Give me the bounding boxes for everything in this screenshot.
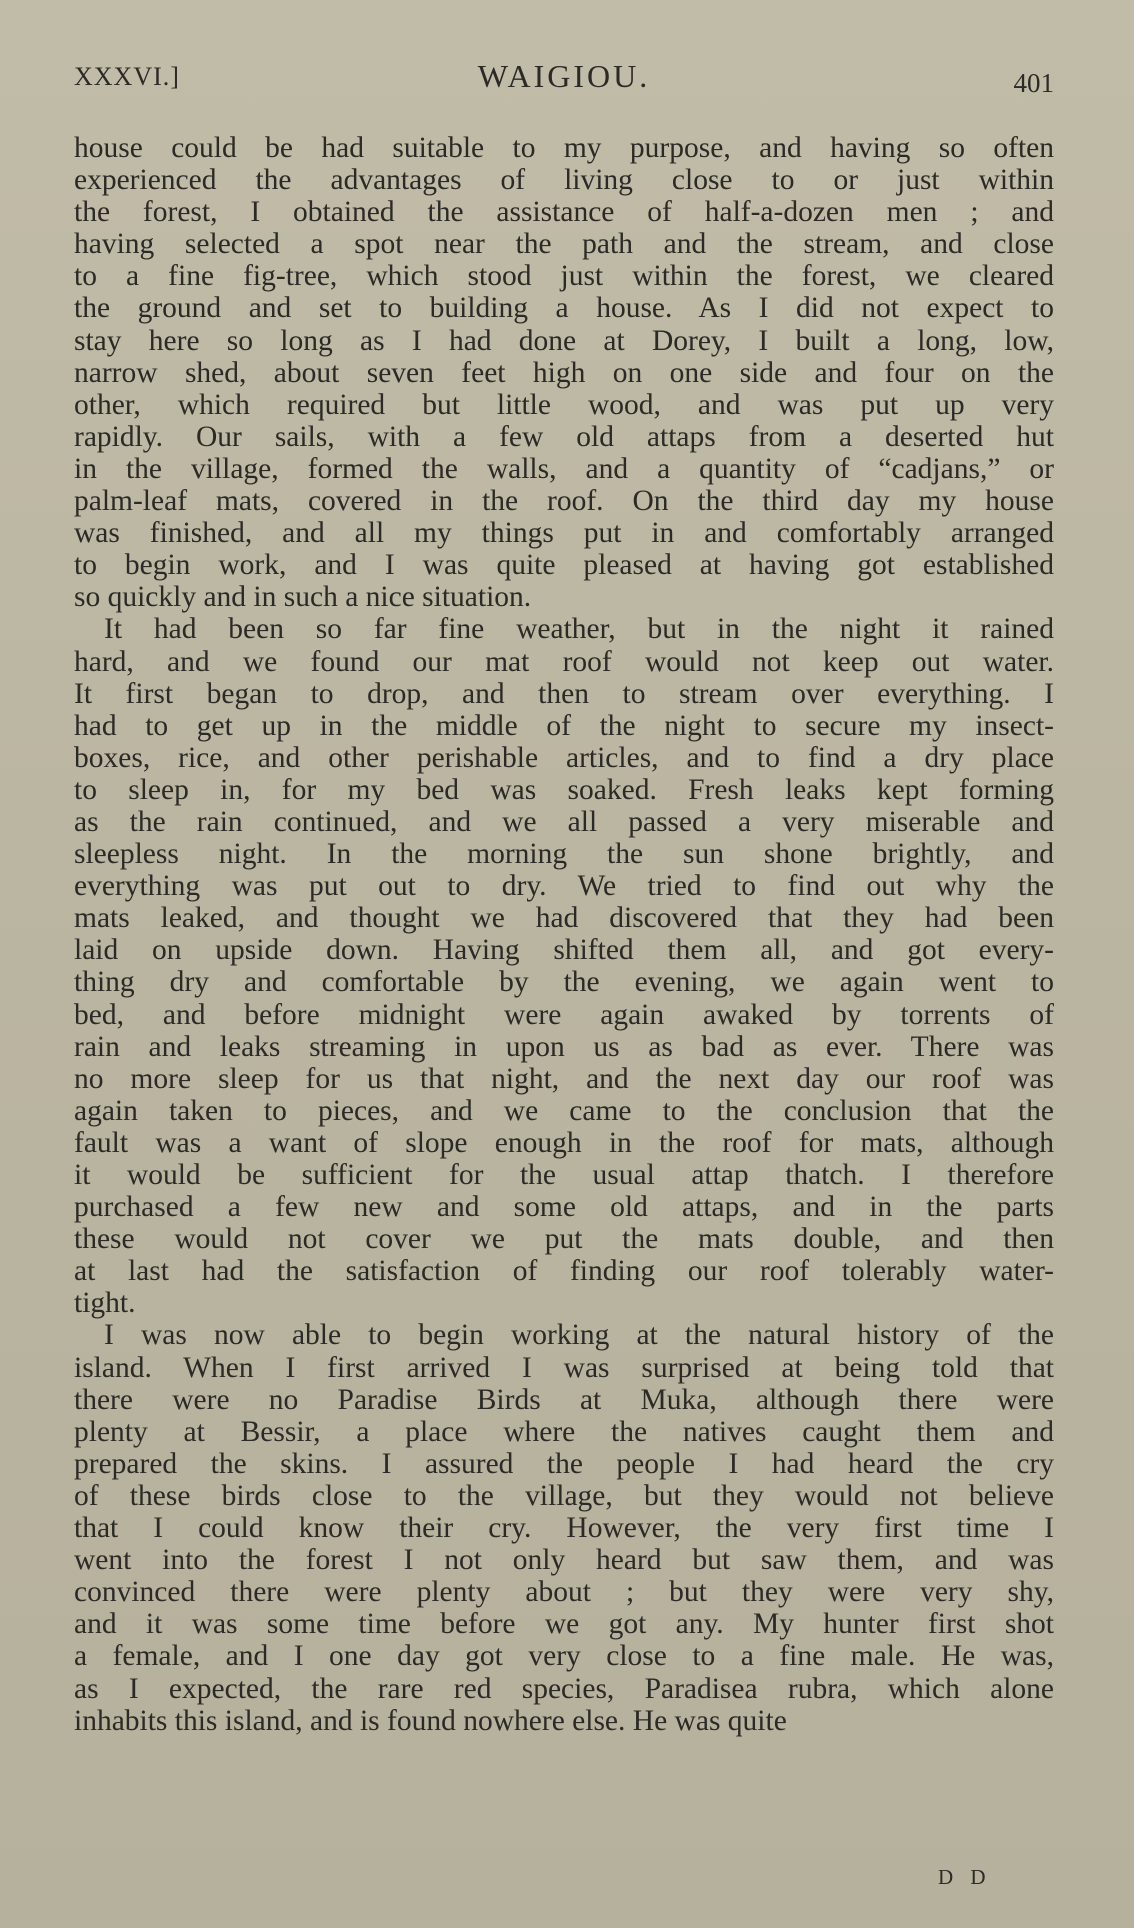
text-line: having selected a spot near the path and the stream, and close <box>74 228 1054 261</box>
text-line: as the rain continued, and we all passed a very miserable and <box>74 805 1054 838</box>
text-line: hard, and we found our mat roof would not keep out water. <box>74 645 1054 678</box>
text-line: these would not cover we put the mats double, and then <box>74 1223 1054 1256</box>
text-line: everything was put out to dry. We tried to find out why the <box>74 870 1054 903</box>
text-line: that I could know their cry. However, the very first time I <box>74 1512 1054 1545</box>
text-line: house could be had suitable to my purpose, and having so often <box>74 132 1054 164</box>
text-line: at last had the satisfaction of finding our roof tolerably water- <box>74 1255 1054 1288</box>
text-line: inhabits this island, and is found nowhere else. He was quite <box>74 1704 787 1737</box>
text-line: island. When I first arrived I was surprised at being told that <box>74 1351 1054 1384</box>
text-line: prepared the skins. I assured the people I had heard the cry <box>74 1447 1054 1480</box>
text-line: there were no Paradise Birds at Muka, although there were <box>74 1383 1054 1416</box>
text-line: laid on upside down. Having shifted them all, and got every- <box>74 934 1054 967</box>
text-line: purchased a few new and some old attaps, and in the parts <box>74 1191 1054 1224</box>
text-line: and it was some time before we got any. My hunter first shot <box>74 1608 1054 1641</box>
text-line: went into the forest I not only heard but saw them, and was <box>74 1544 1054 1577</box>
text-line: boxes, rice, and other perishable articles, and to find a dry place <box>74 741 1054 774</box>
text-line: so quickly and in such a nice situation. <box>74 581 532 614</box>
text-line: it would be sufficient for the usual attap thatch. I therefore <box>74 1159 1054 1191</box>
text-line: was finished, and all my things put in and comfortably arranged <box>74 517 1054 550</box>
signature-mark: D D <box>938 1865 992 1889</box>
page-number: 401 <box>1013 68 1054 98</box>
body-text <box>74 132 1054 1737</box>
text-line: the forest, I obtained the assistance of half-a-dozen men ; and <box>74 196 1054 229</box>
text-line: fault was a want of slope enough in the roof for mats, although <box>74 1126 1054 1159</box>
text-line: convinced there were plenty about ; but they were very shy, <box>74 1576 1054 1609</box>
text-line: It had been so far fine weather, but in the night it rained <box>104 613 1054 646</box>
text-line: narrow shed, about seven feet high on one side and four on the <box>74 356 1054 389</box>
text-line: plenty at Bessir, a place where the natives caught them and <box>74 1415 1054 1448</box>
text-line: the ground and set to building a house. As I did not expect to <box>74 292 1054 325</box>
text-line: I was now able to begin working at the natural history of the <box>104 1319 1054 1352</box>
text-line: other, which required but little wood, and was put up very <box>74 388 1054 421</box>
running-title: WAIGIOU. <box>477 58 651 94</box>
text-line: rapidly. Our sails, with a few old attaps from a deserted hut <box>74 420 1054 453</box>
text-line: to begin work, and I was quite pleased at having got established <box>74 549 1054 582</box>
text-line: rain and leaks streaming in upon us as bad as ever. There was <box>74 1030 1054 1063</box>
text-line: sleepless night. In the morning the sun shone brightly, and <box>74 838 1054 871</box>
text-line: thing dry and comfortable by the evening, we again went to <box>74 966 1054 999</box>
text-line: in the village, formed the walls, and a quantity of “cadjans,” or <box>74 452 1054 485</box>
text-line: bed, and before midnight were again awaked by torrents of <box>74 998 1054 1031</box>
text-line: It first began to drop, and then to stream over everything. I <box>74 677 1054 710</box>
text-line: palm-leaf mats, covered in the roof. On the third day my house <box>74 485 1054 518</box>
text-line: as I expected, the rare red species, Paradisea rubra, which alone <box>74 1672 1054 1705</box>
text-line: mats leaked, and thought we had discovered that they had been <box>74 902 1054 935</box>
text-line: stay here so long as I had done at Dorey, I built a long, low, <box>74 324 1054 357</box>
running-head <box>74 52 1054 102</box>
text-line: experienced the advantages of living close to or just within <box>74 164 1054 197</box>
text-line: had to get up in the middle of the night to secure my insect- <box>74 709 1054 742</box>
text-line: no more sleep for us that night, and the next day our roof was <box>74 1062 1054 1095</box>
text-line: of these birds close to the village, but they would not believe <box>74 1479 1054 1512</box>
text-line: to sleep in, for my bed was soaked. Fresh leaks kept forming <box>74 773 1054 806</box>
text-line: to a fine fig-tree, which stood just within the forest, we cleared <box>74 260 1054 293</box>
text-line: tight. <box>74 1287 136 1320</box>
text-line: again taken to pieces, and we came to the conclusion that the <box>74 1094 1054 1127</box>
chapter-marker: XXXVI.] <box>74 62 180 91</box>
text-line: a female, and I one day got very close to a fine male. He was, <box>74 1640 1054 1673</box>
